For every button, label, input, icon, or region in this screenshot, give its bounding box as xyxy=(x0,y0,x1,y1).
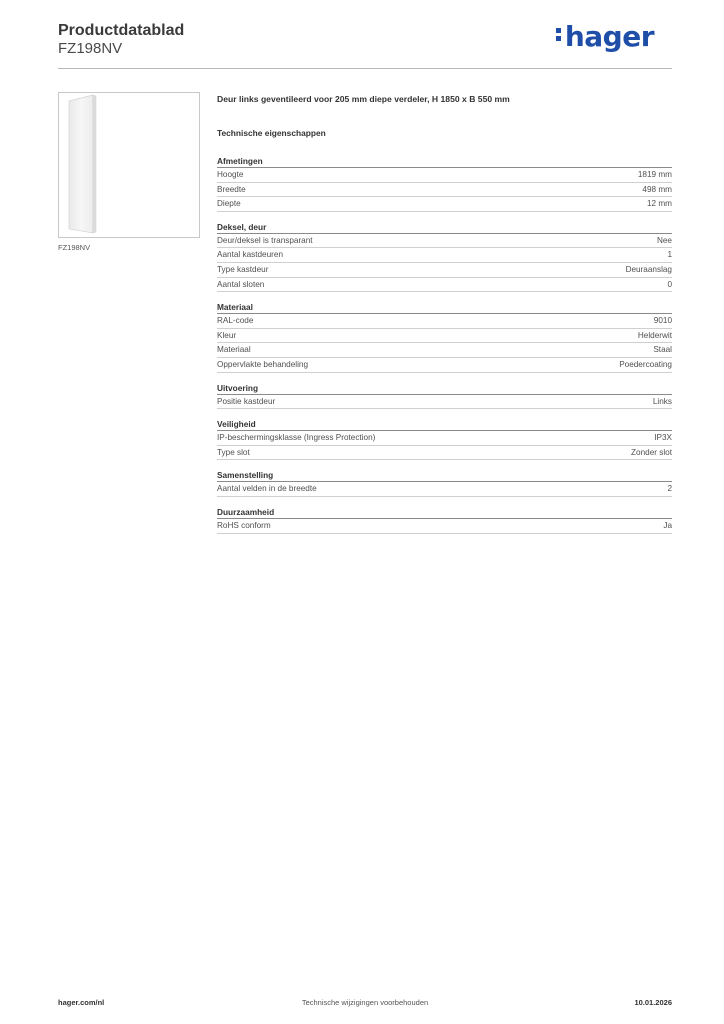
document-title: Productdatablad xyxy=(58,22,185,39)
spec-label: Diepte xyxy=(217,199,241,209)
product-code: FZ198NV xyxy=(58,40,123,57)
spec-label: RoHS conform xyxy=(217,520,271,530)
spec-group-title: Veiligheid xyxy=(217,418,672,431)
spec-group-title: Deksel, deur xyxy=(217,221,672,234)
spec-label: Positie kastdeur xyxy=(217,396,276,406)
spec-value: IP3X xyxy=(654,433,672,443)
spec-value: Poedercoating xyxy=(619,359,672,369)
spec-value: 498 mm xyxy=(642,184,672,194)
spec-group xyxy=(217,418,672,460)
spec-value: Links xyxy=(652,396,672,406)
spec-row xyxy=(217,519,672,534)
spec-label: Kleur xyxy=(217,330,237,340)
spec-label: Oppervlakte behandeling xyxy=(217,359,309,369)
spec-value: Nee xyxy=(656,235,672,245)
product-image-frame xyxy=(58,92,200,238)
spec-value: Zonder slot xyxy=(631,447,672,457)
spec-group-title: Duurzaamheid xyxy=(217,506,672,519)
spec-row xyxy=(217,183,672,198)
spec-groups xyxy=(217,155,672,534)
footer-notice: Technische wijzigingen voorbehouden xyxy=(301,998,429,1007)
product-image-caption: FZ198NV xyxy=(58,243,91,252)
spec-group xyxy=(217,301,672,372)
spec-row xyxy=(217,343,672,358)
footer-date: 10.01.2026 xyxy=(634,998,672,1007)
spec-group-title: Uitvoering xyxy=(217,382,672,395)
spec-label: Materiaal xyxy=(217,345,251,355)
spec-row xyxy=(217,329,672,344)
spec-value: 1819 mm xyxy=(637,170,672,179)
spec-row xyxy=(217,278,672,293)
spec-label: Type slot xyxy=(217,447,250,457)
spec-value: 0 xyxy=(667,279,672,289)
spec-row xyxy=(217,395,672,410)
section-heading: Technische eigenschappen xyxy=(217,128,326,138)
spec-group-title: Afmetingen xyxy=(217,155,672,168)
spec-value: Helderwit xyxy=(637,330,672,340)
spec-label: Breedte xyxy=(217,184,246,194)
spec-value: Staal xyxy=(653,345,672,355)
spec-label: Deur/deksel is transparant xyxy=(217,235,313,245)
product-description: Deur links geventileerd voor 205 mm diepe verdeler, H 1850 x B 550 mm xyxy=(217,94,510,104)
spec-row xyxy=(217,482,672,497)
spec-label: Aantal kastdeuren xyxy=(217,250,283,260)
spec-row xyxy=(217,446,672,461)
spec-group-title: Samenstelling xyxy=(217,469,672,482)
spec-value: 2 xyxy=(667,484,672,494)
spec-label: Aantal velden in de breedte xyxy=(217,484,317,494)
spec-row xyxy=(217,168,672,183)
logo-dots-icon xyxy=(556,25,564,44)
spec-row xyxy=(217,234,672,249)
page-header xyxy=(58,22,672,69)
spec-value: 9010 xyxy=(653,316,672,326)
spec-label: Type kastdeur xyxy=(217,264,269,274)
footer-website: hager.com/nl xyxy=(58,998,105,1007)
spec-value: Deuraanslag xyxy=(625,264,672,274)
spec-row xyxy=(217,248,672,263)
spec-row xyxy=(217,314,672,329)
spec-row xyxy=(217,358,672,373)
spec-label: Hoogte xyxy=(217,170,244,179)
cabinet-door-image xyxy=(59,93,199,237)
spec-label: IP-beschermingsklasse (Ingress Protection) xyxy=(217,433,376,443)
spec-group xyxy=(217,506,672,534)
spec-value: 12 mm xyxy=(646,199,672,209)
specifications-panel xyxy=(217,94,672,543)
spec-group xyxy=(217,382,672,410)
spec-row xyxy=(217,431,672,446)
hager-logo xyxy=(556,20,654,53)
spec-row xyxy=(217,197,672,212)
spec-label: Aantal sloten xyxy=(217,279,265,289)
spec-group-title: Materiaal xyxy=(217,301,672,314)
spec-group xyxy=(217,221,672,292)
spec-group xyxy=(217,469,672,497)
spec-row xyxy=(217,263,672,278)
spec-value: 1 xyxy=(667,250,672,260)
spec-label: RAL-code xyxy=(217,316,254,326)
spec-value: Ja xyxy=(663,520,672,530)
logo-text: hager xyxy=(564,20,654,53)
spec-group xyxy=(217,155,672,212)
